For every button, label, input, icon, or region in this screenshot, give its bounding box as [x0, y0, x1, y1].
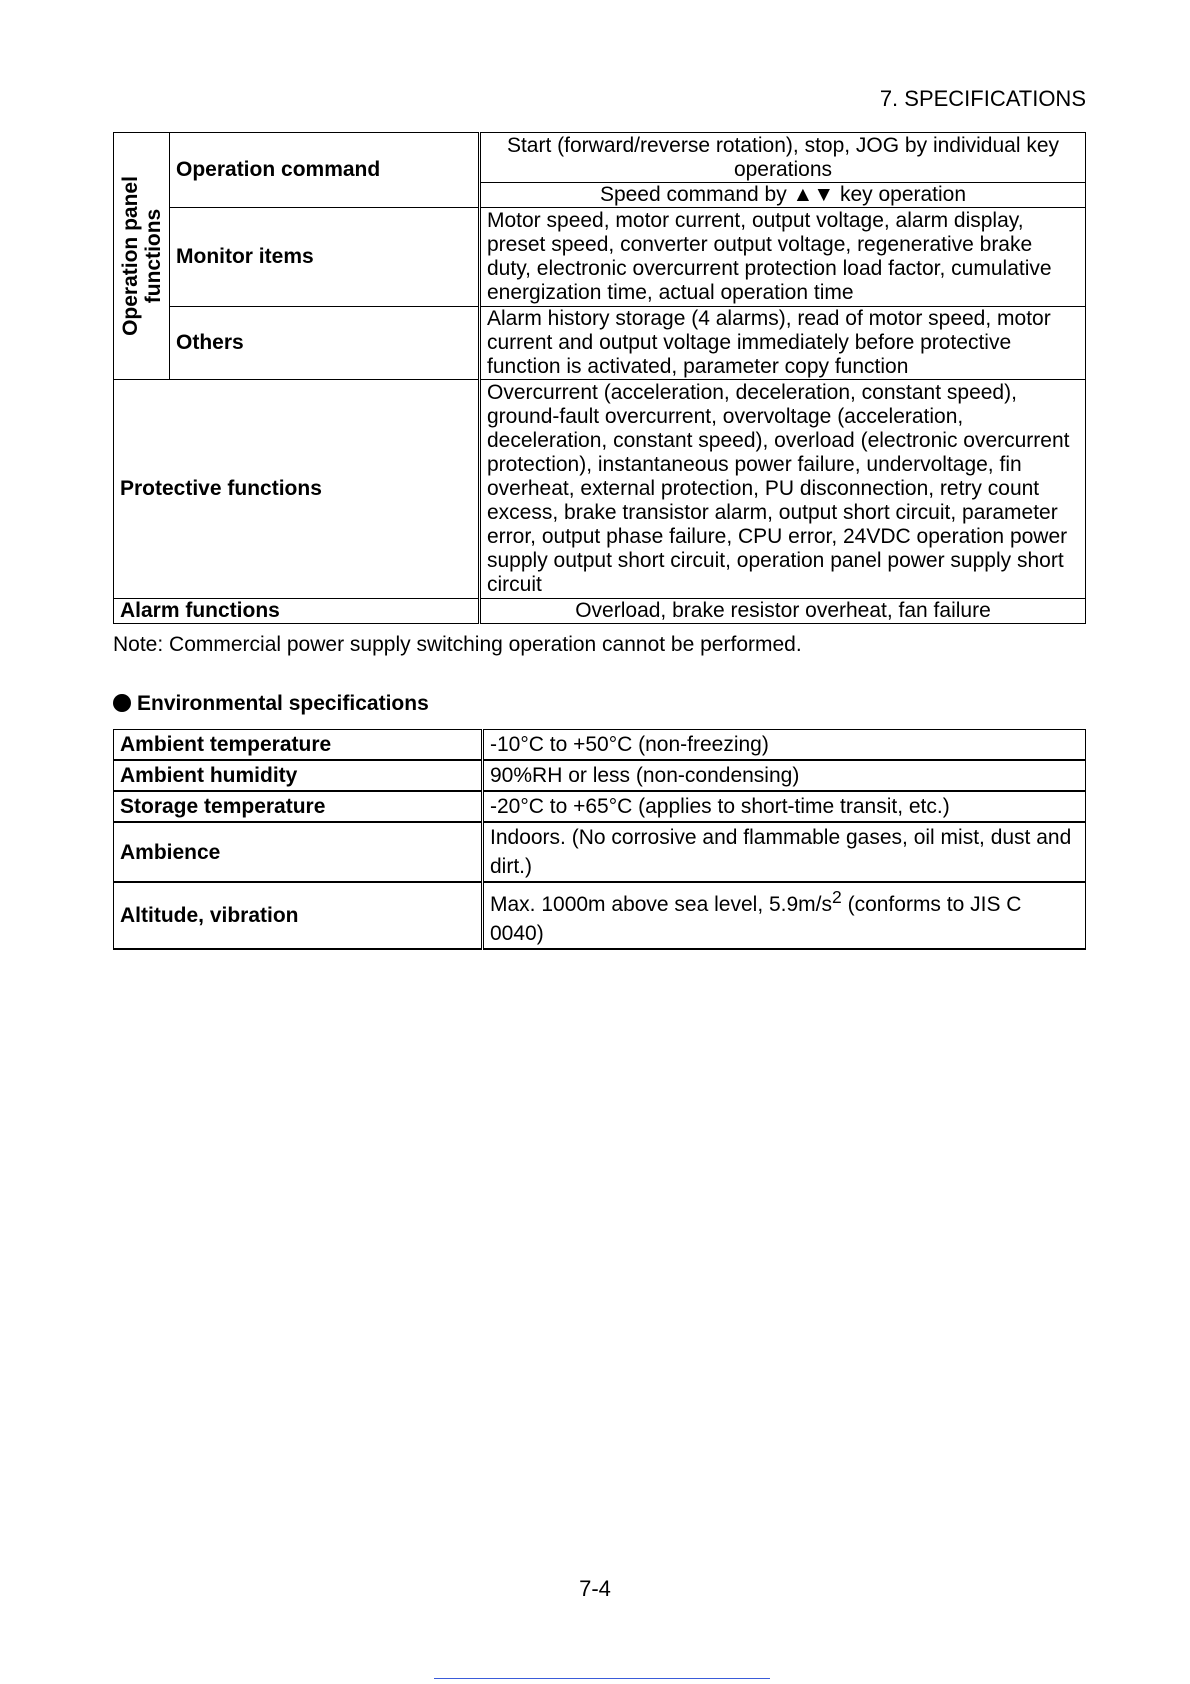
ambient-temperature-label: Ambient temperature	[114, 730, 483, 761]
storage-temperature-label: Storage temperature	[114, 791, 483, 822]
alarm-functions-label: Alarm functions	[114, 599, 480, 624]
operation-command-value: Start (forward/reverse rotation), stop, JOG by individual key operations	[480, 133, 1086, 183]
ambience-label: Ambience	[114, 822, 483, 882]
environmental-section-title: Environmental specifications	[113, 692, 429, 716]
operation-command-label: Operation command	[170, 133, 480, 208]
environmental-table	[113, 729, 1086, 950]
altitude-vibration-value: Max. 1000m above sea level, $5.9m/s^2$ (conforms to JIS C 0040)	[483, 882, 1086, 949]
ambient-humidity-value: 90%RH or less (non-condensing)	[483, 760, 1086, 791]
section-header: 7. SPECIFICATIONS	[879, 86, 1086, 111]
speed-command-value: Speed command by ▲▼ key operation	[480, 183, 1086, 208]
storage-temperature-value: -20°C to +65°C (applies to short-time transit, etc.)	[483, 791, 1086, 822]
table-row	[114, 882, 1086, 949]
protective-functions-value: Overcurrent (acceleration, deceleration, constant speed), ground-fault overcurrent, overvoltage (acceleration, deceleration, constant speed), overload (electronic overcurrent protection), instantaneous power failure, undervoltage, fin overheat, external protection, PU disconnection, retry count excess, brake transistor alarm, output short circuit, parameter error, output phase failure, CPU error, 24VDC operation power supply output short circuit, operation panel power supply short circuit	[480, 380, 1086, 599]
commercial-power-note: Note: Commercial power supply switching operation cannot be performed.	[113, 633, 802, 656]
footer-divider	[434, 1678, 770, 1679]
up-down-arrows-icon: ▲▼	[792, 183, 835, 206]
ambience-value: Indoors. (No corrosive and flammable gases, oil mist, dust and dirt.)	[483, 822, 1086, 882]
table-row	[114, 822, 1086, 882]
table-row	[114, 760, 1086, 791]
monitor-items-label: Monitor items	[170, 208, 480, 307]
operation-panel-group-cell	[114, 133, 170, 380]
monitor-items-value: Motor speed, motor current, output voltage, alarm display, preset speed, converter output voltage, regenerative brake duty, electronic overcurrent protection load factor, cumulative energization time, actual operation time	[480, 208, 1086, 307]
ambient-temperature-value: -10°C to +50°C (non-freezing)	[483, 730, 1086, 761]
operation-panel-group-label: Operation panel functions	[118, 176, 165, 336]
bullet-icon	[113, 694, 131, 712]
altitude-vibration-label: Altitude, vibration	[114, 882, 483, 949]
page-number: 7-4	[579, 1576, 611, 1601]
protective-functions-label: Protective functions	[114, 380, 480, 599]
alarm-functions-value: Overload, brake resistor overheat, fan failure	[480, 599, 1086, 624]
others-label: Others	[170, 307, 480, 380]
table-row	[114, 791, 1086, 822]
others-value: Alarm history storage (4 alarms), read of motor speed, motor current and output voltage immediately before protective function is activated, parameter copy function	[480, 307, 1086, 380]
spec-table	[113, 132, 1086, 624]
ambient-humidity-label: Ambient humidity	[114, 760, 483, 791]
table-row	[114, 730, 1086, 761]
